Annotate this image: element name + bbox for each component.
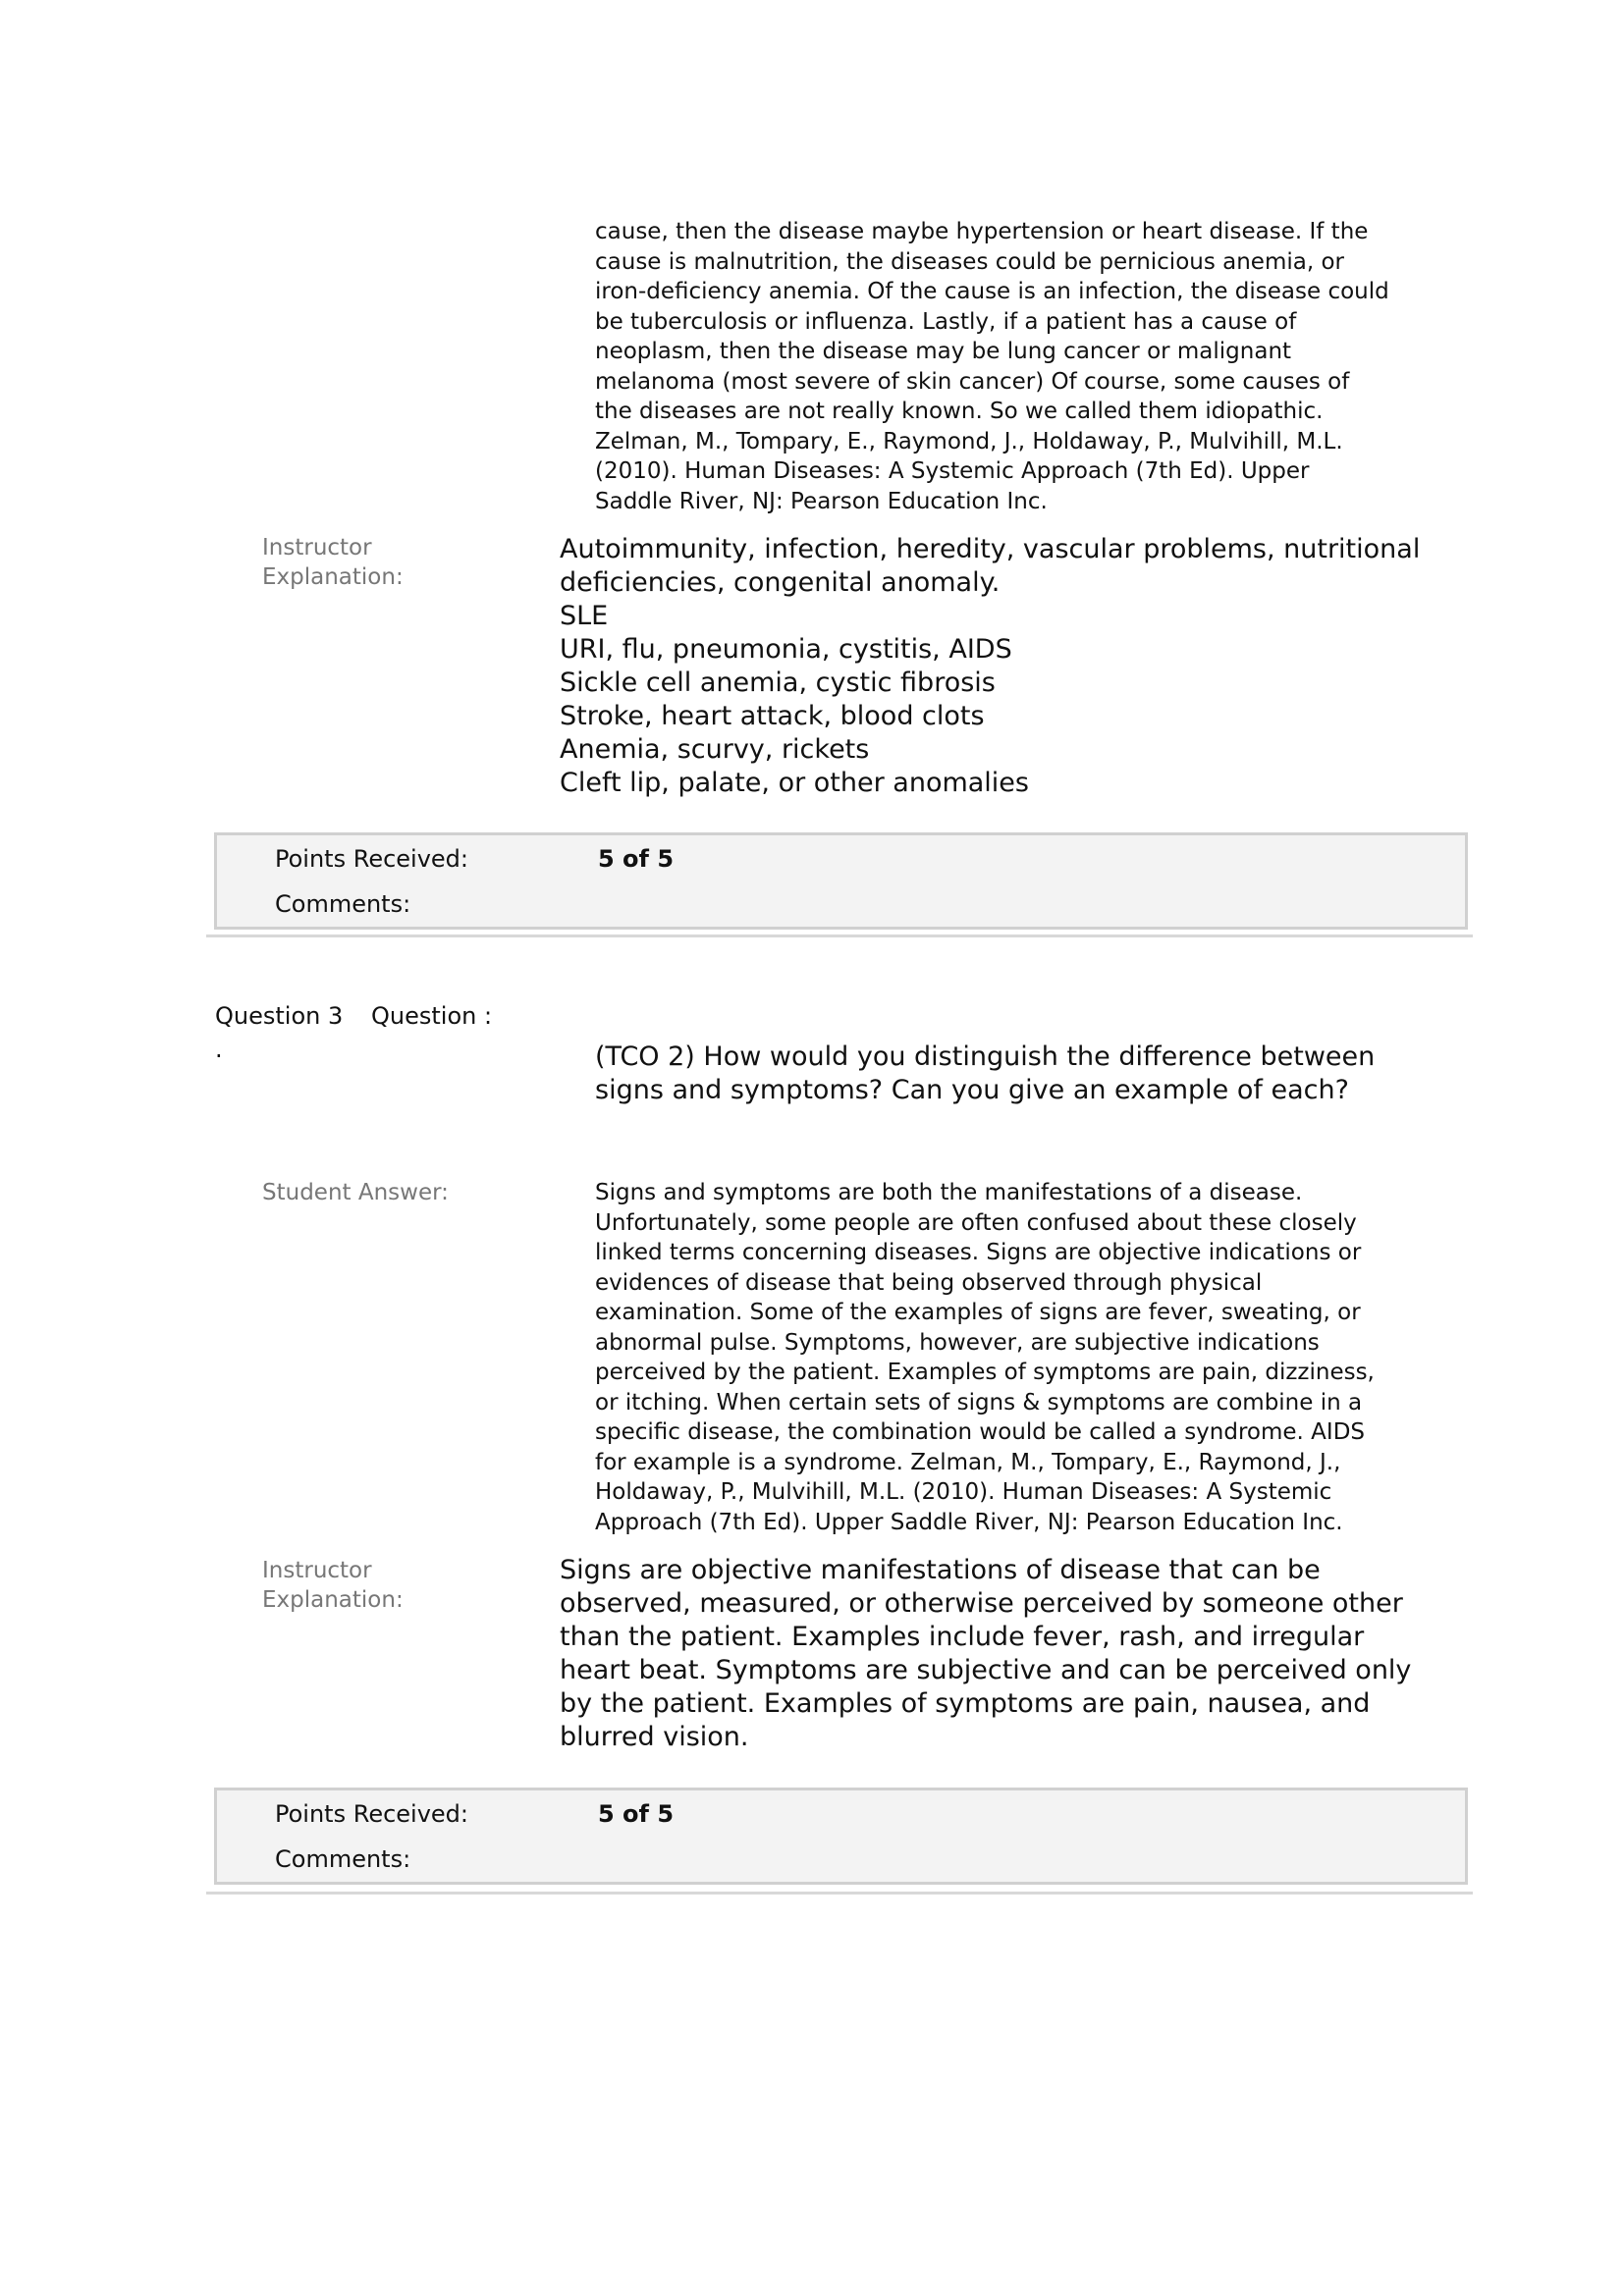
text-line: evidences of disease that being observed through physical: [595, 1269, 1263, 1296]
text-line: (2010). Human Diseases: A Systemic Approach (7th Ed). Upper: [595, 458, 1310, 484]
text-line: SLE: [560, 601, 609, 631]
text-line: Anemia, scurvy, rickets: [560, 734, 870, 765]
text-line: melanoma (most severe of skin cancer) Of course, some causes of: [595, 368, 1350, 395]
text-line: observed, measured, or otherwise perceived by someone other: [560, 1588, 1403, 1619]
points-received-label: Points Received:: [275, 1800, 469, 1828]
text-line: the diseases are not really known. So we called them idiopathic.: [595, 399, 1324, 424]
question-label: Question :: [371, 1002, 493, 1030]
text-line: iron-deficiency anemia. Of the cause is an infection, the disease could: [595, 279, 1389, 304]
text-line: linked terms concerning diseases. Signs are objective indications or: [595, 1240, 1362, 1265]
text-line: Stroke, heart attack, blood clots: [560, 701, 985, 731]
text-line: Autoimmunity, infection, heredity, vascular problems, nutritional: [560, 534, 1421, 564]
text-line: Signs are objective manifestations of disease that can be: [560, 1555, 1321, 1585]
q3-instructor-explanation: [560, 1554, 1411, 1754]
q2-instructor-explanation: [560, 533, 1420, 800]
text-line: than the patient. Examples include fever, rash, and irregular: [560, 1622, 1365, 1652]
text-line: Approach (7th Ed). Upper Saddle River, NJ: Pearson Education Inc.: [595, 1509, 1343, 1535]
text-line: deficiencies, congenital anomaly.: [560, 567, 1001, 598]
question-dot: .: [215, 1036, 223, 1063]
text-line: examination. Some of the examples of signs are fever, sweating, or: [595, 1300, 1361, 1325]
text-line: (TCO 2) How would you distinguish the difference between: [595, 1041, 1376, 1072]
text-line: Instructor: [262, 1558, 372, 1583]
text-line: neoplasm, then the disease may be lung cancer or malignant: [595, 339, 1292, 364]
text-line: blurred vision.: [560, 1722, 749, 1752]
text-line: Explanation:: [262, 564, 404, 590]
points-received-value: 5 of 5: [598, 1800, 675, 1828]
text-line: perceived by the patient. Examples of symptoms are pain, dizziness,: [595, 1360, 1375, 1385]
text-line: Saddle River, NJ: Pearson Education Inc.: [595, 488, 1048, 514]
text-line: cause is malnutrition, the diseases could be pernicious anemia, or: [595, 248, 1344, 275]
text-line: specific disease, the combination would be called a syndrome. AIDS: [595, 1419, 1365, 1445]
text-line: Cleft lip, palate, or other anomalies: [560, 768, 1029, 798]
q3-student-answer-label: Student Answer:: [262, 1180, 449, 1205]
text-line: abnormal pulse. Symptoms, however, are subjective indications: [595, 1329, 1320, 1356]
points-received-label: Points Received:: [275, 845, 469, 873]
text-line: URI, flu, pneumonia, cystitis, AIDS: [560, 634, 1012, 665]
text-line: Holdaway, P., Mulvihill, M.L. (2010). Human Diseases: A Systemic: [595, 1479, 1332, 1505]
text-line: Sickle cell anemia, cystic fibrosis: [560, 667, 996, 698]
q3-points-box: [214, 1788, 1468, 1885]
q2-student-answer-continued: [595, 217, 1389, 516]
question-number: Question 3: [215, 1002, 344, 1030]
text-line: for example is a syndrome. Zelman, M., Tompary, E., Raymond, J.,: [595, 1449, 1341, 1475]
divider: [206, 1892, 1473, 1895]
text-line: signs and symptoms? Can you give an example of each?: [595, 1075, 1349, 1105]
comments-label: Comments:: [275, 890, 411, 918]
text-line: Signs and symptoms are both the manifestations of a disease.: [595, 1180, 1303, 1205]
q3-question-text: [595, 1041, 1375, 1107]
text-line: Zelman, M., Tompary, E., Raymond, J., Holdaway, P., Mulvihill, M.L.: [595, 428, 1343, 454]
q2-instructor-label: [262, 533, 404, 592]
text-line: heart beat. Symptoms are subjective and can be perceived only: [560, 1655, 1412, 1685]
q3-student-answer: [595, 1178, 1375, 1537]
comments-label: Comments:: [275, 1845, 411, 1873]
q3-instructor-label: [262, 1556, 404, 1615]
points-received-value: 5 of 5: [598, 845, 675, 873]
divider: [206, 934, 1473, 937]
text-line: by the patient. Examples of symptoms are pain, nausea, and: [560, 1688, 1371, 1719]
text-line: Unfortunately, some people are often confused about these closely: [595, 1209, 1357, 1236]
text-line: be tuberculosis or influenza. Lastly, if a patient has a cause of: [595, 308, 1297, 335]
text-line: Explanation:: [262, 1587, 404, 1613]
q2-points-box: [214, 832, 1468, 930]
text-line: cause, then the disease maybe hypertension or heart disease. If the: [595, 219, 1369, 244]
text-line: Instructor: [262, 535, 372, 561]
text-line: or itching. When certain sets of signs & symptoms are combine in a: [595, 1389, 1363, 1415]
